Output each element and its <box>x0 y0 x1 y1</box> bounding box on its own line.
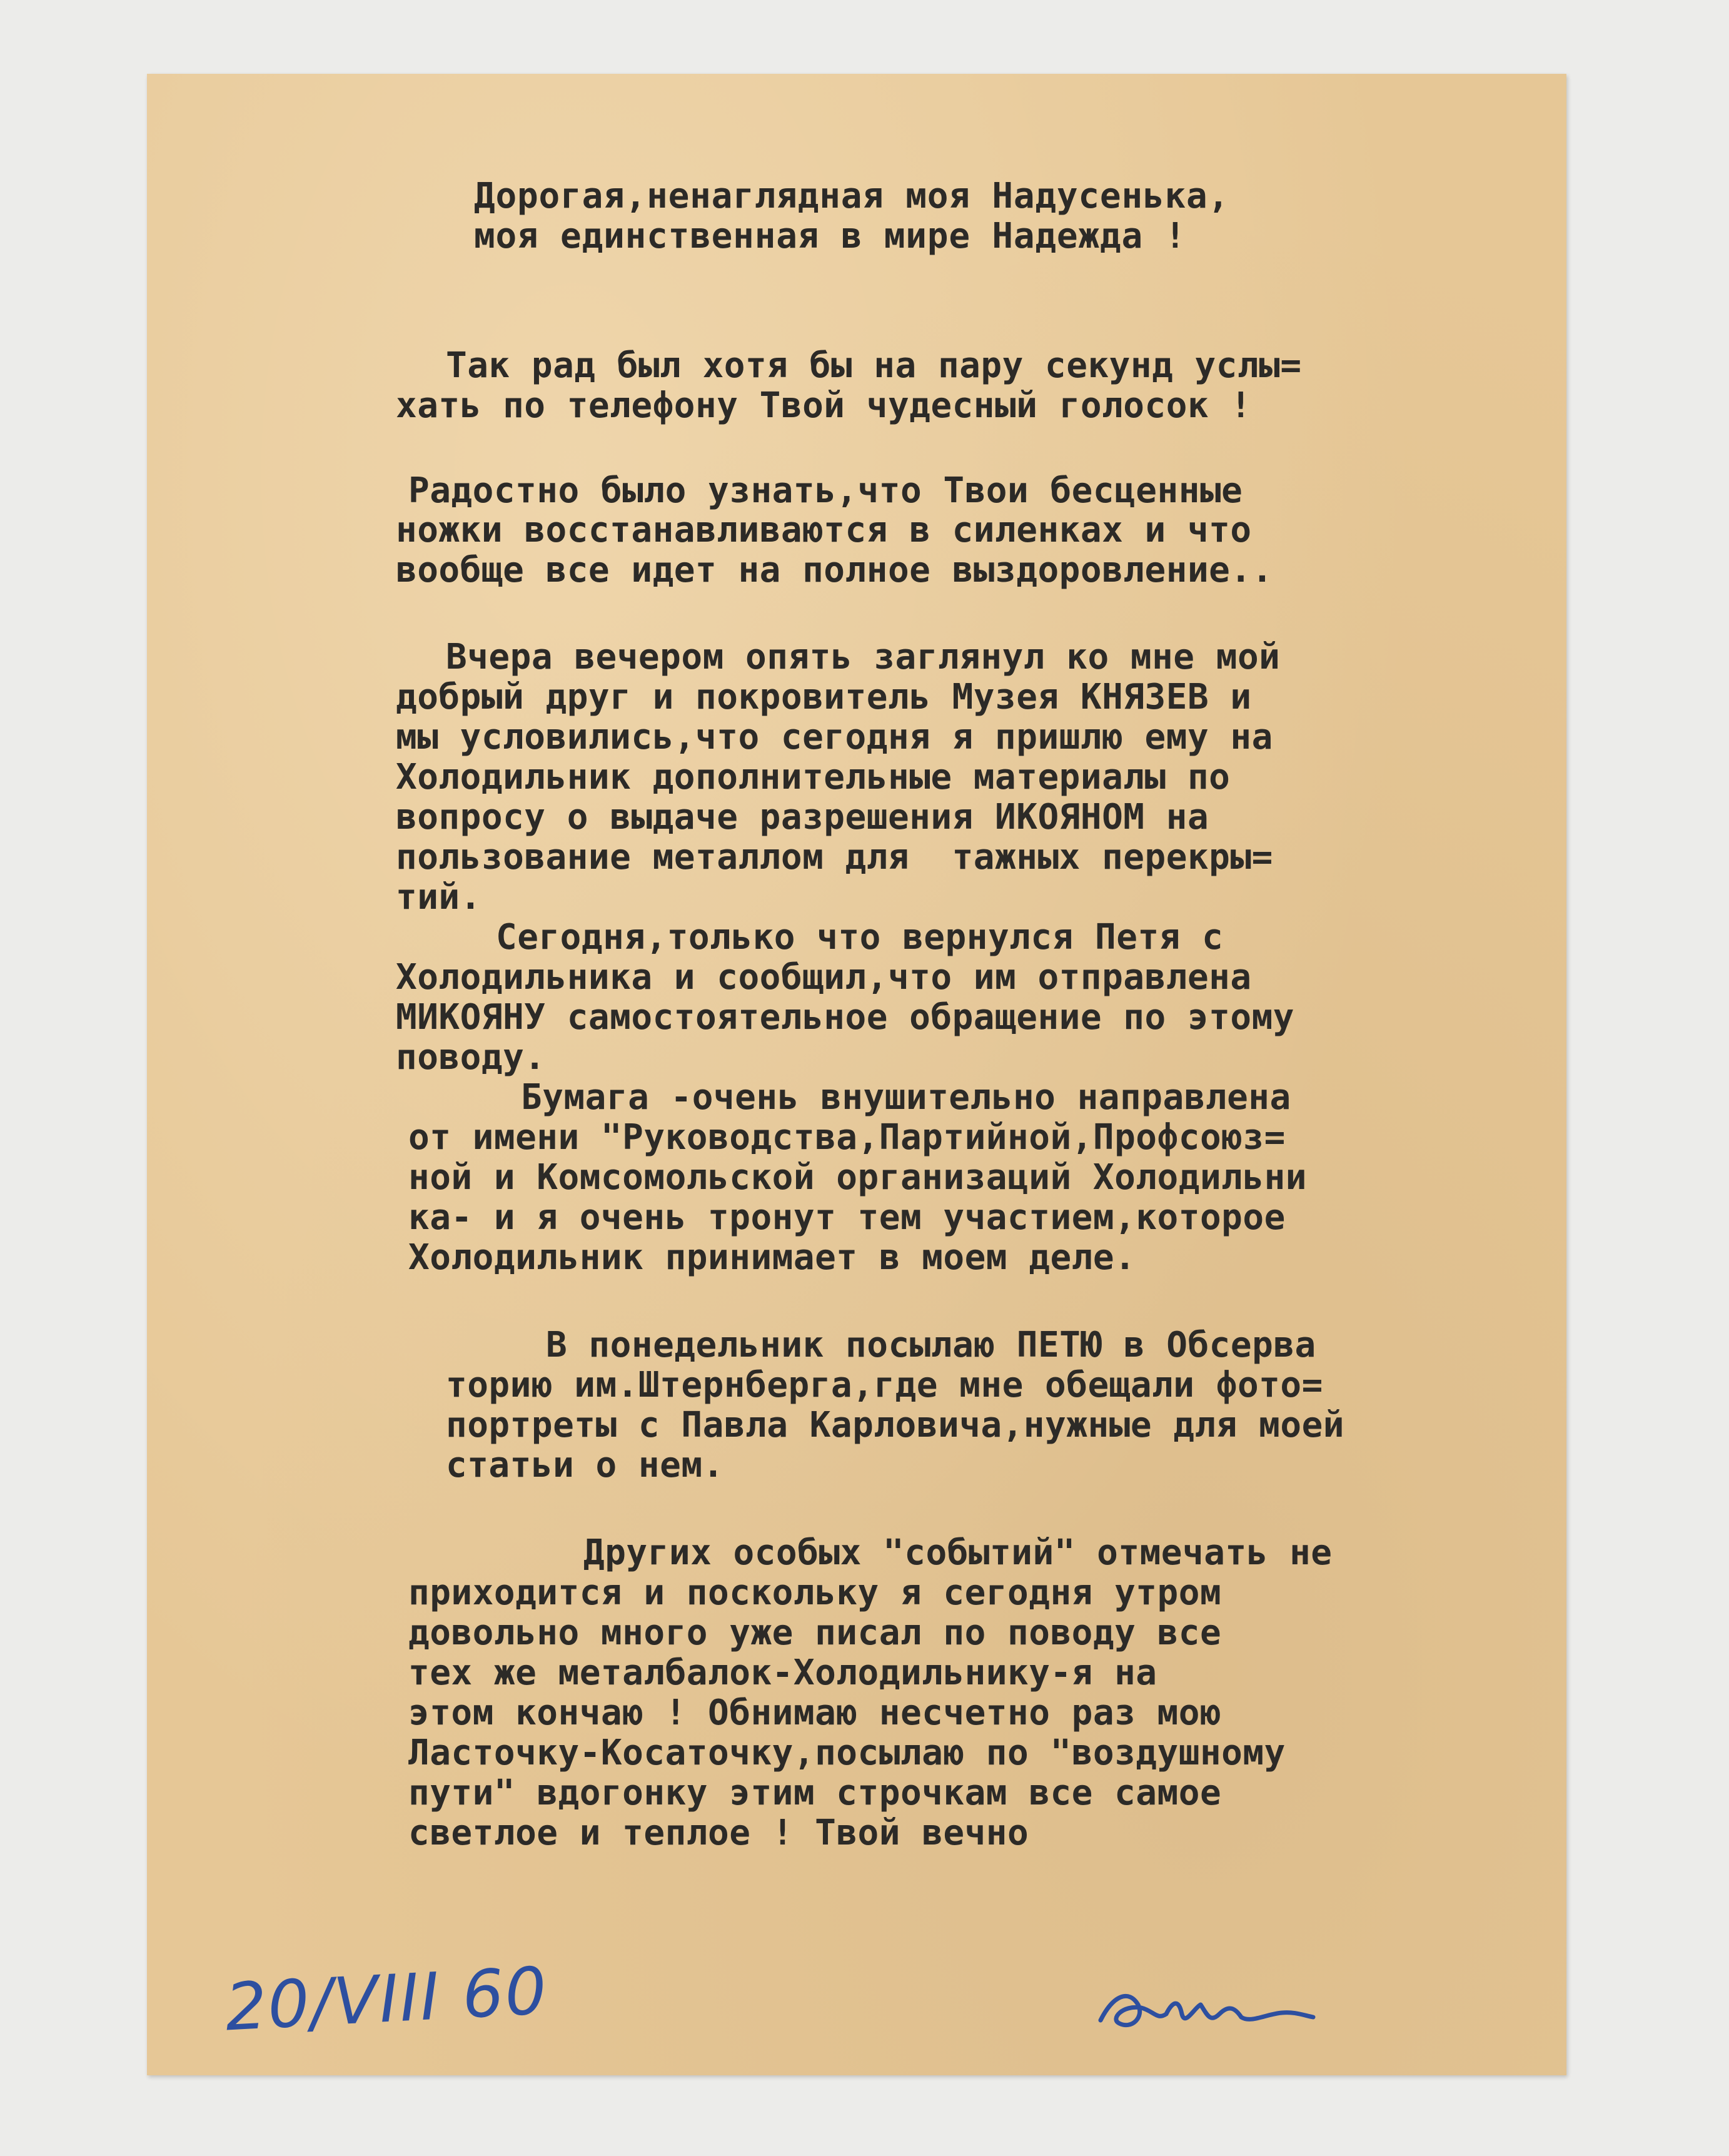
body-line: Холодильник дополнительные материалы по <box>396 757 1231 797</box>
body-line: МИКОЯНУ самостоятельное обращение по этому <box>396 997 1295 1038</box>
body-line: В понедельник посылаю ПЕТЮ в Обсерва <box>546 1325 1316 1365</box>
body-line: Сегодня,только что вернулся Петя с <box>496 917 1224 958</box>
body-line: довольно много уже писал по поводу все <box>408 1612 1222 1653</box>
body-line: Холодильник принимает в моем деле. <box>408 1237 1136 1278</box>
body-line: Ласточку-Косаточку,посылаю по "воздушному <box>408 1733 1286 1773</box>
body-line: тех же металбалок-Холодильнику-я на <box>408 1652 1157 1693</box>
body-line: Других особых "событий" отмечать не <box>583 1532 1333 1573</box>
body-line: добрый друг и покровитель Музея КНЯЗЕВ и <box>396 677 1252 717</box>
body-line: тий. <box>396 877 481 918</box>
body-line: вообще все идет на полное выздоровление.. <box>396 550 1273 590</box>
body-line: мы условились,что сегодня я пришлю ему на <box>396 717 1273 757</box>
body-line: поводу. <box>396 1037 546 1078</box>
body-line: ка- и я очень тронут тем участием,которое <box>408 1197 1286 1238</box>
body-line: вопросу о выдаче разрешения ИКОЯНОМ на <box>396 797 1209 838</box>
body-line: Радостно было узнать,что Твои бесценные <box>408 470 1243 511</box>
body-line: портреты с Павла Карловича,нужные для моей <box>446 1405 1345 1445</box>
body-line: Холодильника и сообщил,что им отправлена <box>396 957 1252 998</box>
handwritten-date: 20/VIII 60 <box>223 1952 550 2046</box>
body-line: от имени "Руководства,Партийной,Профсоюз= <box>408 1117 1286 1158</box>
greeting-line: Дорогая,ненаглядная моя Надусенька, <box>474 176 1230 216</box>
body-line: светлое и теплое ! Твой вечно <box>408 1813 1029 1853</box>
body-line: ной и Комсомольской организаций Холодильни <box>408 1157 1308 1198</box>
body-line: Так рад был хотя бы на пару секунд услы= <box>446 345 1302 386</box>
body-line: хать по телефону Твой чудесный голосок ! <box>396 385 1252 426</box>
body-line: приходится и поскольку я сегодня утром <box>408 1572 1222 1613</box>
body-line: Бумага -очень внушительно направлена <box>521 1077 1291 1118</box>
body-line: Вчера вечером опять заглянул ко мне мой <box>446 637 1281 677</box>
body-line: этом кончаю ! Обнимаю несчетно раз мою <box>408 1693 1222 1733</box>
body-line: пользование металлом для тажных перекры= <box>396 837 1273 878</box>
letter-sheet <box>147 74 1566 2075</box>
body-line: пути" вдогонку этим строчкам все самое <box>408 1773 1222 1813</box>
body-line: статьи о нем. <box>446 1445 724 1485</box>
body-line: торию им.Штернберга,где мне обещали фото= <box>446 1365 1323 1405</box>
handwritten-signature <box>1094 1970 1319 2045</box>
greeting-line: моя единственная в мире Надежда ! <box>474 216 1186 256</box>
body-line: ножки восстанавливаются в силенках и что <box>396 510 1252 550</box>
